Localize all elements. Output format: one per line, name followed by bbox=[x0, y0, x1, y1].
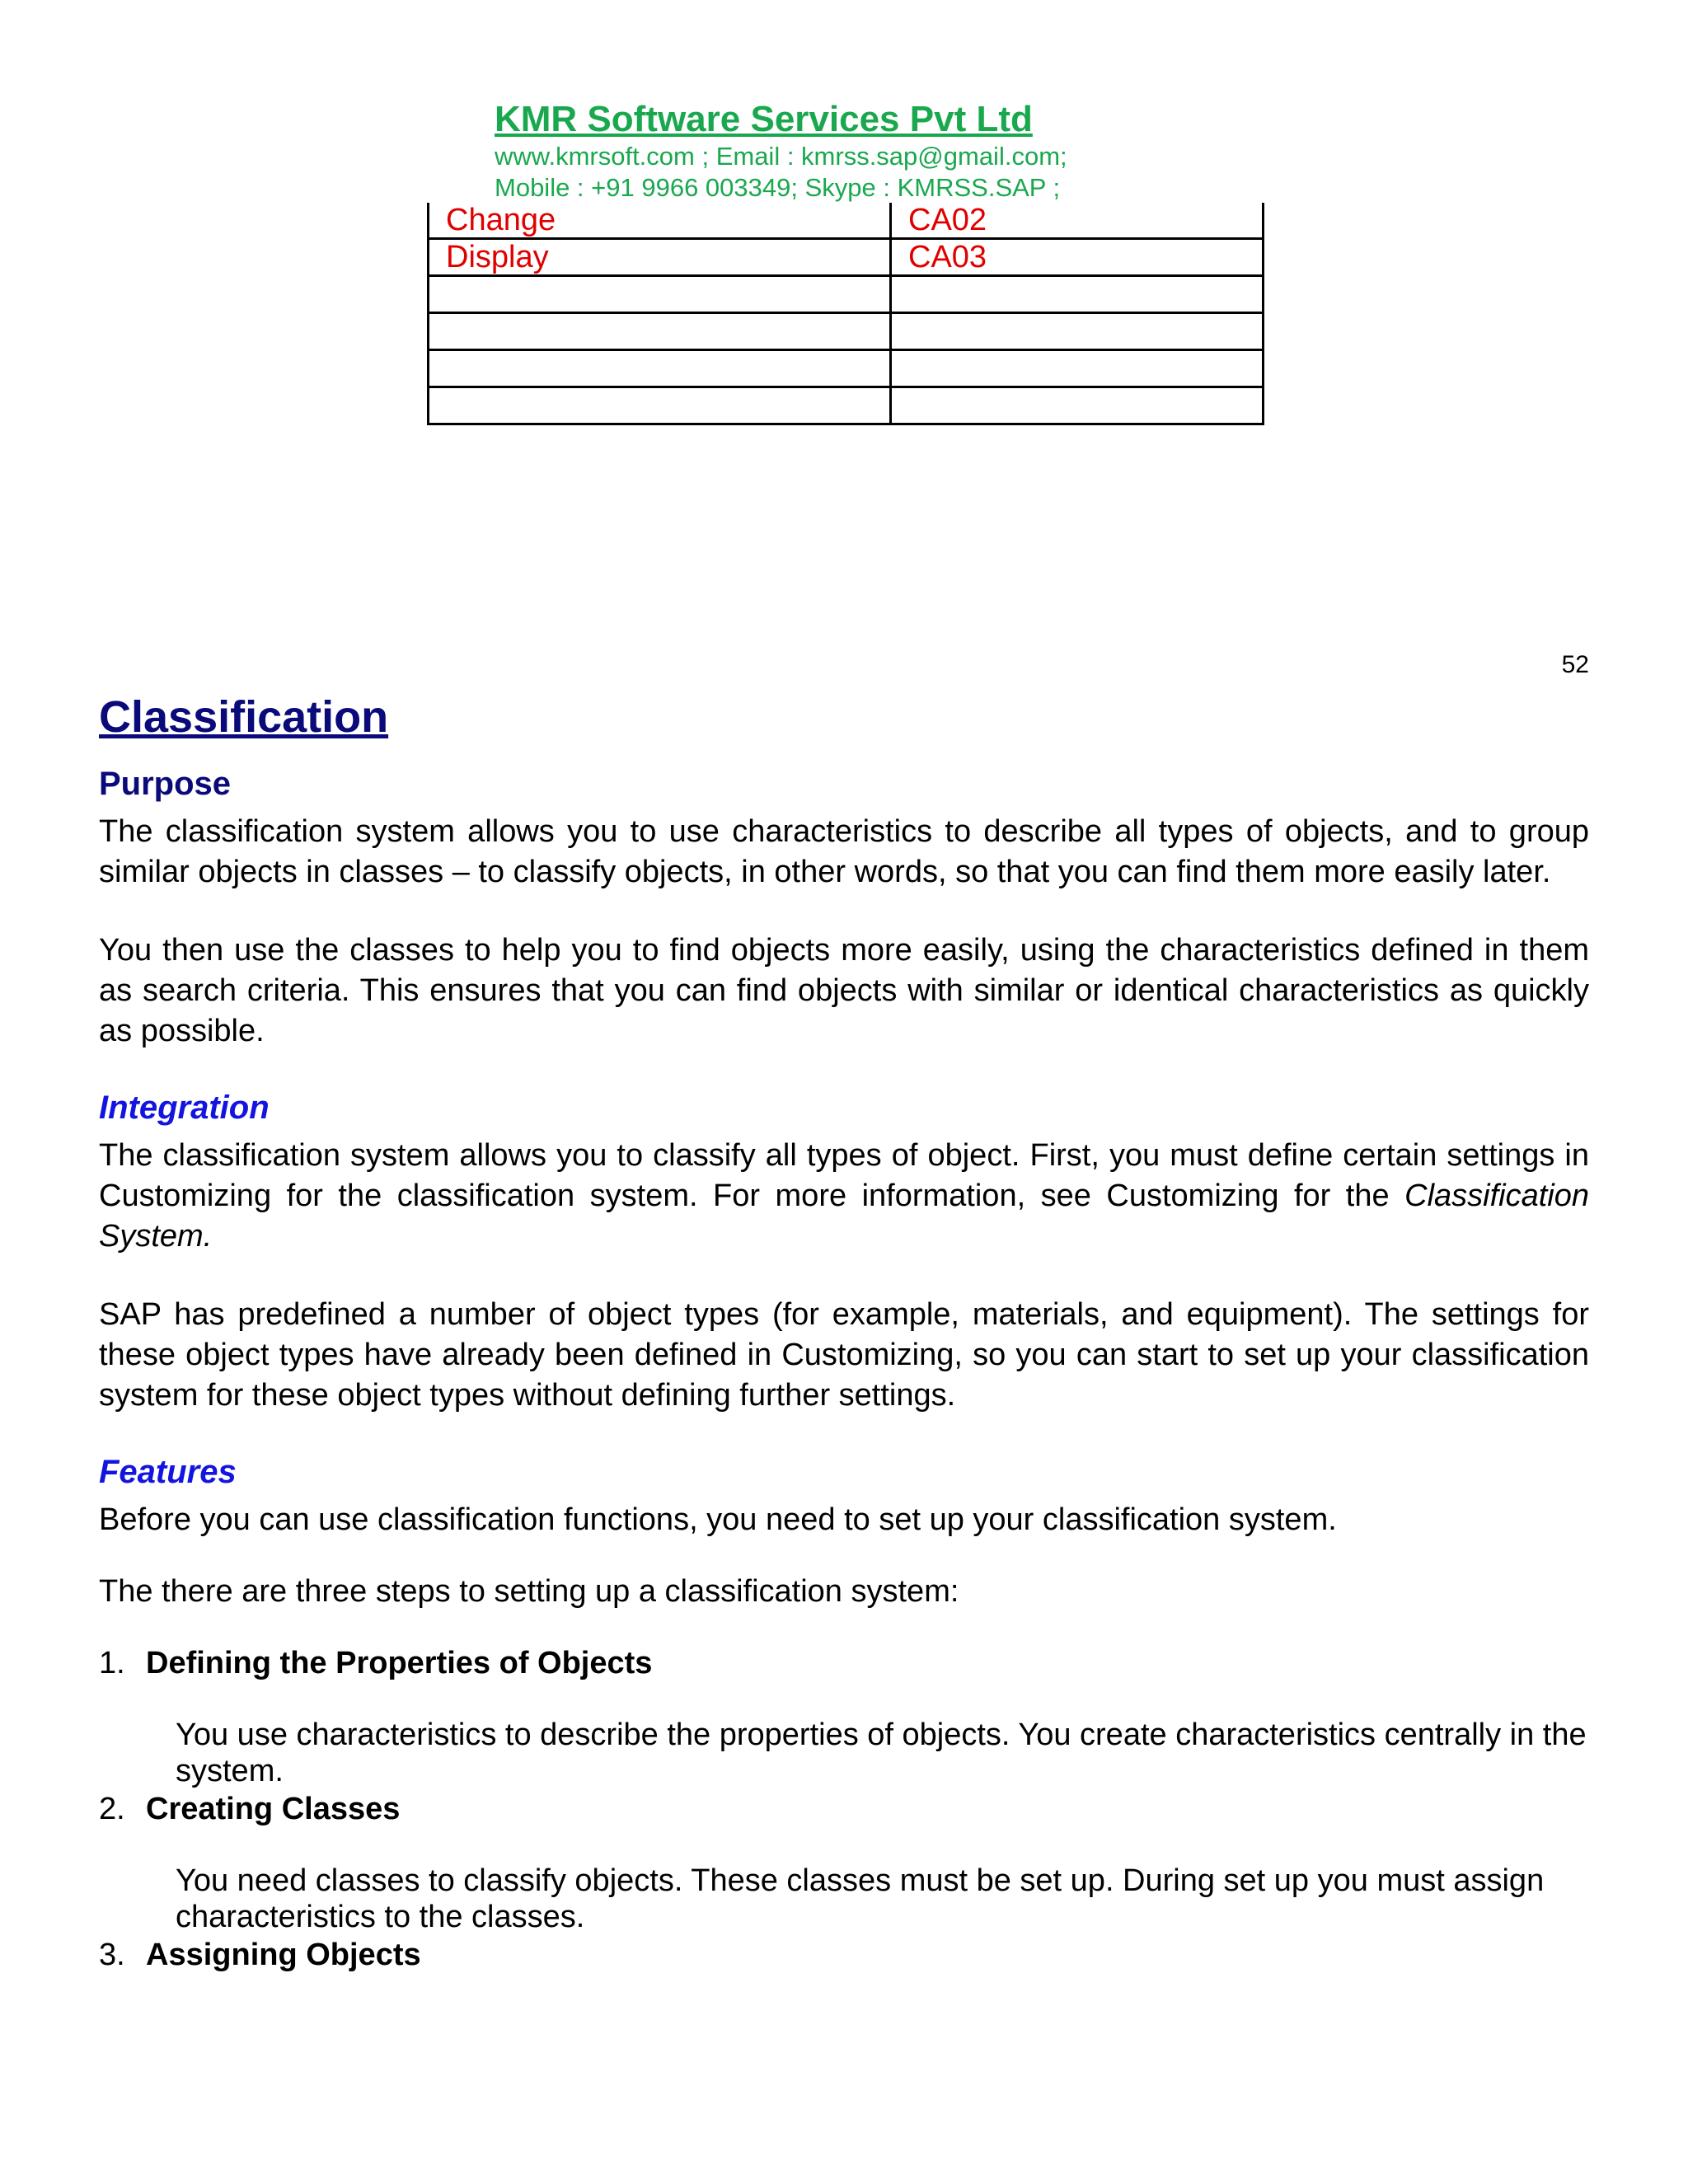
table-row bbox=[429, 203, 1264, 239]
integration-paragraph-2: SAP has predefined a number of object types (for example, materials, and equipment). The settings for these object types have already been defined in Customizing, so you can start to set up your classification system for these object types without defining further settings. bbox=[99, 1297, 1589, 1413]
table-cell-action: Change bbox=[429, 203, 891, 239]
setup-steps-list bbox=[99, 1643, 1589, 1975]
integration-paragraph-1 bbox=[99, 1136, 1589, 1257]
contact-line-1: www.kmrsoft.com ; Email : kmrss.sap@gmail.com; bbox=[495, 141, 1067, 171]
purpose-heading: Purpose bbox=[99, 766, 232, 803]
purpose-paragraph-1: The classification system allows you to use characteristics to describe all types of objects, and to group similar objects in classes – to classify objects, in other words, so that you can find them more easily later. bbox=[99, 814, 1589, 890]
table-cell-code: CA03 bbox=[891, 239, 1264, 276]
table-row bbox=[429, 276, 1264, 313]
features-paragraph-2: The there are three steps to setting up a classification system: bbox=[99, 1574, 959, 1610]
contact-line-2: Mobile : +91 9966 003349; Skype : KMRSS.SAP ; bbox=[495, 172, 1061, 202]
table-cell-code bbox=[891, 350, 1264, 387]
table-cell-code bbox=[891, 276, 1264, 313]
table-row bbox=[429, 239, 1264, 276]
table-row bbox=[429, 313, 1264, 350]
list-item bbox=[99, 1643, 1589, 1789]
table-row bbox=[429, 350, 1264, 387]
list-item bbox=[99, 1789, 1589, 1935]
table-cell-action bbox=[429, 350, 891, 387]
step-description: You need classes to classify objects. These classes must be set up. During set up you must assign characteristics to the classes. bbox=[176, 1863, 1545, 1935]
list-item bbox=[99, 1935, 1589, 1975]
table-cell-code bbox=[891, 387, 1264, 424]
step-title: Defining the Properties of Objects bbox=[146, 1646, 653, 1681]
table-cell-action bbox=[429, 387, 891, 424]
step-number: 3. bbox=[99, 1938, 125, 1973]
features-paragraph-1: Before you can use classification functions, you need to set up your classification system. bbox=[99, 1502, 1337, 1538]
step-title: Creating Classes bbox=[146, 1792, 401, 1827]
step-number: 2. bbox=[99, 1792, 125, 1827]
table-cell-code bbox=[891, 313, 1264, 350]
step-title: Assigning Objects bbox=[146, 1938, 421, 1973]
table-cell-action: Display bbox=[429, 239, 891, 276]
integration-heading: Integration bbox=[99, 1090, 270, 1127]
purpose-paragraph-2: You then use the classes to help you to find objects more easily, using the characteristics defined in them as search criteria. This ensures that you can find objects with similar or identical characteristics as quickly as possible. bbox=[99, 933, 1589, 1049]
integration-paragraph-1-text: The classification system allows you to classify all types of object. First, you must define certain settings in Customizing for the classification system. For more information, see Customizing for the bbox=[99, 1138, 1589, 1214]
section-title: Classification bbox=[99, 692, 389, 742]
step-number: 1. bbox=[99, 1646, 125, 1681]
table-row bbox=[429, 387, 1264, 424]
classification-section bbox=[99, 688, 1589, 1975]
table-cell-code: CA02 bbox=[891, 203, 1264, 239]
page-number: 52 bbox=[1561, 651, 1589, 678]
table-cell-action bbox=[429, 276, 891, 313]
company-name: KMR Software Services Pvt Ltd bbox=[495, 99, 1033, 139]
company-header bbox=[495, 99, 1067, 204]
transaction-codes-table bbox=[427, 203, 1264, 425]
features-heading: Features bbox=[99, 1454, 237, 1491]
step-description: You use characteristics to describe the properties of objects. You create characteristics centrally in the system. bbox=[176, 1718, 1587, 1789]
integration-paragraph-1-italic: Classification System. bbox=[99, 1179, 1589, 1254]
table-cell-action bbox=[429, 313, 891, 350]
